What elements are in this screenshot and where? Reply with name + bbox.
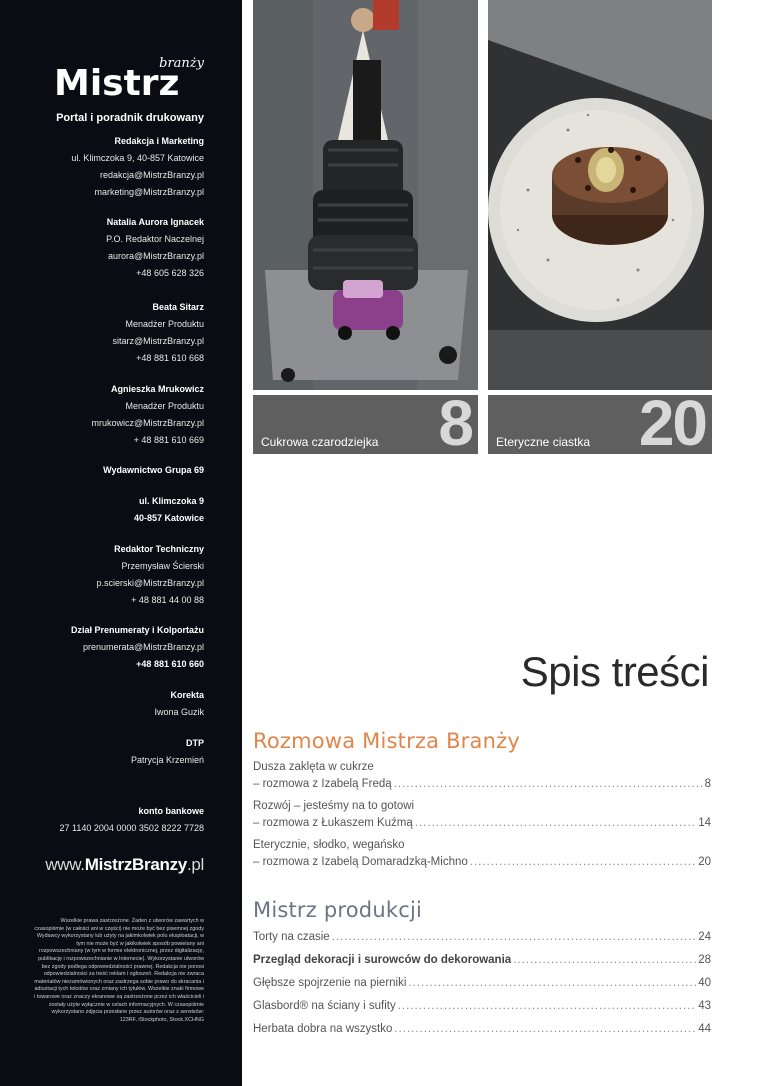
dtp-block [131,735,204,769]
publisher-address-block [134,493,204,527]
toc-leader-dots [394,1021,696,1038]
legal-notice: Wszelkie prawa zastrzeżone. Żaden z utworów zawartych w czasopiśmie (w całości ani w części) nie może być bez pisemnej zgody Wydawcy wykorzystany lub użyty na jakimkolwiek polu eksploatacji, w tym nie może być w jakikolwiek sposób powielany ani rozpowszechniany (w tym w formie elektronicznej, przez digitalizację, publikację i rozpowszechnianie w Internecie). Wykorzystanie utworów bez zgody podlega odpowiedzialności prawnej. Redakcja nie ponosi odpowiedzialności za treść reklam i ogłoszeń. Redakcja nie zwraca materiałów niezamówionych oraz zastrzega sobie prawo do skracania i adiustacji tych tekstów oraz zmiany ich tytułów. Wszelkie znaki firmowe i towarowe oraz znaczy ekranowe są zastrzeżone przez ich właścicieli i zostały użyte wyłącznie w celach informacyjnych. W czasopiśmie wykorzystano zdjęcia przesłane przez autorów oraz z serwisów: 123RF, iStockphoto, Stock.XCHNG [34,918,204,1023]
publisher-block [103,462,204,479]
person-role: Menadżer Produktu [125,319,204,329]
contact-block-product-manager-1 [113,299,204,367]
contact-block-technical-editor [97,541,205,609]
toc-leader-dots [513,952,696,969]
toc-entry-subtitle: – rozmowa z Łukaszem Kuźmą [253,817,413,829]
toc-leader-dots [394,776,703,793]
feature-page-number: 8 [438,395,472,454]
person-name: Natalia Aurora Ignacek [106,217,204,227]
toc-page-number: 28 [698,954,711,966]
toc-entry[interactable] [253,952,711,969]
address: ul. Klimczoka 9, 40-857 Katowice [71,153,204,163]
toc-entry[interactable] [253,975,711,992]
toc-entry-title: Torty na czasie [253,931,330,943]
toc-entry[interactable] [253,998,711,1015]
table-of-contents-title: Spis treści [520,648,709,695]
email-link[interactable]: p.scierski@MistrzBranzy.pl [96,578,204,588]
toc-entry-title: Rozwój – jesteśmy na to gotowi [253,800,415,812]
tagline: Portal i poradnik drukowany [56,112,204,124]
email-link[interactable]: sitarz@MistrzBranzy.pl [112,336,204,346]
toc-page-number: 14 [698,817,711,829]
person-name: Iwona Guzik [154,707,204,717]
toc-entry-title: Herbata dobra na wszystko [253,1023,393,1035]
toc-entry-title: Głębsze spojrzenie na pierniki [253,977,407,989]
toc-entry[interactable] [253,759,711,793]
block-heading: Korekta [170,690,204,700]
block-heading: konto bankowe [138,806,204,816]
feature-page-number: 20 [638,395,706,454]
feature-caption-cookies[interactable] [488,395,712,454]
person-role: Menadżer Produktu [125,401,204,411]
masthead-sidebar [0,0,242,1086]
block-heading: Redakcja i Marketing [114,136,204,146]
logo-title: Mistrz [54,63,180,104]
toc-leader-dots [415,815,696,832]
www-suffix: .pl [186,855,204,874]
logo-subtitle: branży [159,56,204,71]
toc-page-number: 20 [698,856,711,868]
feature-title: Cukrowa czarodziejka [261,435,379,449]
toc-page-number: 44 [698,1023,711,1035]
mistrz-branzy-logo [54,56,206,104]
phone-number: +48 881 610 668 [136,353,204,363]
toc-entry-title: Glasbord® na ściany i sufity [253,1000,396,1012]
contact-block-editorial [71,133,204,201]
phone-number: +48 881 610 660 [136,659,204,669]
person-name: Patrycja Krzemień [130,755,204,765]
phone-number: + 48 881 44 00 88 [131,595,204,605]
person-role: P.O. Redaktor Naczelnej [106,234,204,244]
toc-entry-title: Eterycznie, słodko, wegańsko [253,839,405,851]
proofreading-block [154,687,204,721]
block-heading: Redaktor Techniczny [114,544,204,554]
contact-block-subscriptions [71,622,204,673]
website-link[interactable] [45,855,204,875]
toc-page-number: 24 [698,931,711,943]
toc-leader-dots [398,998,697,1015]
publisher-street: ul. Klimczoka 9 [138,496,204,506]
plated-dessert-image [488,0,712,390]
toc-page-number: 43 [698,1000,711,1012]
toc-entry-title: Przegląd dekoracji i surowców do dekorowania [253,954,512,966]
toc-entry[interactable] [253,929,711,946]
publisher-name: Wydawnictwo Grupa 69 [103,465,204,475]
tiered-cake-image [253,0,478,390]
email-link[interactable]: mrukowicz@MistrzBranzy.pl [91,418,204,428]
dessert-photo [488,0,712,390]
email-link[interactable]: marketing@MistrzBranzy.pl [94,187,204,197]
person-name: Beata Sitarz [152,302,204,312]
section-title-production: Mistrz produkcji [253,898,423,922]
feature-caption-cake[interactable] [253,395,478,454]
toc-entry[interactable] [253,798,711,832]
publisher-city: 40-857 Katowice [133,513,204,523]
email-link[interactable]: aurora@MistrzBranzy.pl [108,251,204,261]
email-link[interactable]: prenumerata@MistrzBranzy.pl [82,642,204,652]
person-name: Agnieszka Mrukowicz [110,384,204,394]
bank-account-block [60,803,204,837]
www-domain: MistrzBranzy [84,855,187,874]
toc-entry[interactable] [253,837,711,871]
toc-entry-title: Dusza zaklęta w cukrze [253,761,374,773]
feature-title: Eteryczne ciastka [496,435,591,449]
phone-number: + 48 881 610 669 [133,435,204,445]
bank-account-number: 27 1140 2004 0000 3502 8222 7728 [59,823,204,833]
email-link[interactable]: redakcja@MistrzBranzy.pl [100,170,204,180]
contact-block-editor-in-chief [106,214,204,282]
cake-photo [253,0,478,390]
section-title-interviews: Rozmowa Mistrza Branży [253,729,520,753]
toc-entry-subtitle: – rozmowa z Izabelą Fredą [253,778,392,790]
contact-block-product-manager-2 [92,381,204,449]
toc-leader-dots [332,929,697,946]
www-prefix: www. [45,855,85,874]
toc-entry[interactable] [253,1021,711,1038]
toc-page-number: 40 [698,977,711,989]
toc-entry-subtitle: – rozmowa z Izabelą Domaradzką-Michno [253,856,468,868]
toc-page-number: 8 [704,778,711,790]
phone-number: +48 605 628 326 [136,268,204,278]
person-name: Przemysław Ścierski [121,561,204,571]
toc-leader-dots [408,975,696,992]
block-heading: Dział Prenumeraty i Kolportażu [70,625,204,635]
block-heading: DTP [186,738,204,748]
toc-leader-dots [470,854,696,871]
